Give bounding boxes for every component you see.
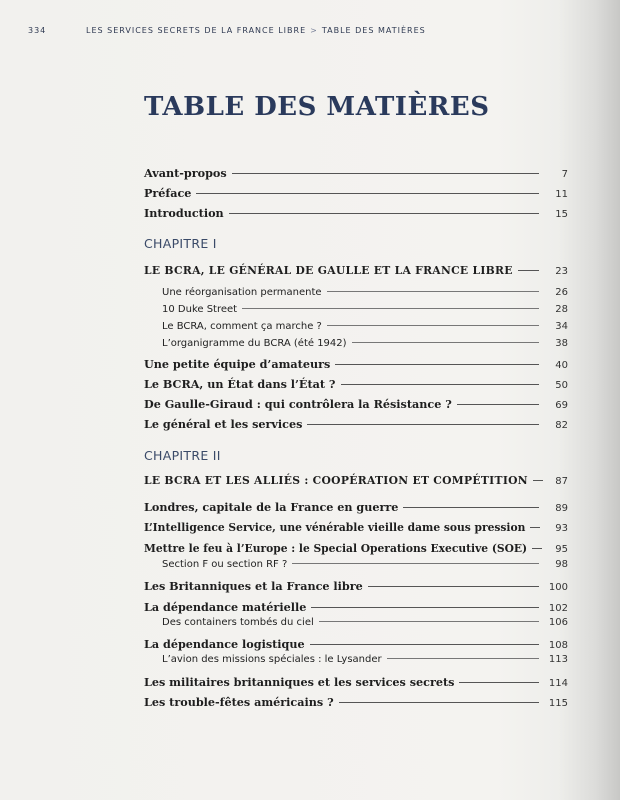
toc-entry-page: 98 (555, 559, 568, 570)
toc-entry-page: 23 (555, 266, 568, 277)
dot-leader (530, 527, 540, 528)
toc-entry-label: La dépendance matérielle (144, 600, 307, 614)
toc-entry-label: Préface (144, 186, 192, 200)
toc-entry (144, 542, 568, 560)
chapter-heading: CHAPITRE II (144, 448, 221, 463)
dot-leader (307, 424, 539, 425)
dot-leader (368, 586, 539, 587)
running-header-book-title: LES SERVICES SECRETS DE LA FRANCE LIBRE (86, 26, 307, 35)
running-header-section: TABLE DES MATIÈRES (321, 26, 426, 35)
toc-entry (144, 166, 568, 184)
toc-entry-page: 11 (555, 189, 568, 200)
toc-entry (144, 377, 568, 395)
toc-entry-page: 100 (548, 582, 568, 593)
dot-leader (229, 213, 539, 214)
toc-entry (144, 600, 568, 618)
toc-entry-label: Le BCRA, comment ça marche ? (162, 321, 322, 332)
toc-entry-label: Une réorganisation permanente (162, 287, 322, 298)
toc-entry-label: Les Britanniques et la France libre (144, 579, 363, 593)
toc-entry-page: 7 (561, 169, 568, 180)
toc-entry-label: Section F ou section RF ? (162, 559, 288, 570)
dot-leader (310, 644, 539, 645)
dot-leader (459, 682, 539, 683)
toc-entry-page: 87 (555, 476, 568, 487)
toc-entry-page: 40 (555, 360, 568, 371)
toc-entry (144, 186, 568, 204)
chapter-heading: CHAPITRE I (144, 236, 217, 251)
toc-entry-label: LE BCRA, LE GÉNÉRAL DE GAULLE ET LA FRANCE LIBRE (144, 264, 513, 277)
toc-entry-page: 106 (548, 617, 568, 628)
dot-leader (232, 173, 539, 174)
toc-entry (144, 695, 568, 713)
dot-leader (327, 325, 539, 326)
toc-subentry (144, 287, 568, 305)
toc-entry-page: 89 (555, 503, 568, 514)
toc-entry-label: L’Intelligence Service, une vénérable vieille dame sous pression (144, 521, 526, 534)
toc-entry-page: 34 (555, 321, 568, 332)
toc-entry (144, 397, 568, 415)
toc-subentry (144, 654, 568, 672)
toc-entry-label: Le BCRA, un État dans l’État ? (144, 377, 336, 391)
toc-entry-label: Les militaires britanniques et les services secrets (144, 675, 455, 689)
chapter-title-entry (144, 474, 568, 492)
dot-leader (532, 548, 542, 549)
toc-subentry (144, 338, 568, 356)
toc-entry (144, 206, 568, 224)
dot-leader (403, 507, 539, 508)
toc-entry-page: 102 (548, 603, 568, 614)
dot-leader (352, 342, 539, 343)
toc-entry-label: Avant-propos (144, 166, 227, 180)
toc-entry-label: L’avion des missions spéciales : le Lysander (162, 654, 382, 665)
toc-entry (144, 675, 568, 693)
toc-entry-label: L’organigramme du BCRA (été 1942) (162, 338, 347, 349)
toc-entry (144, 500, 568, 518)
running-header (28, 26, 610, 35)
dot-leader (242, 308, 539, 309)
dot-leader (457, 404, 539, 405)
dot-leader (518, 270, 539, 271)
toc-entry-label: De Gaulle-Giraud : qui contrôlera la Résistance ? (144, 397, 452, 411)
chapter-title-entry (144, 264, 568, 282)
toc-subentry (144, 304, 568, 322)
toc-entry-label: Le général et les services (144, 417, 303, 431)
dot-leader (341, 384, 540, 385)
toc-entry-page: 28 (555, 304, 568, 315)
toc-entry-page: 113 (548, 654, 568, 665)
toc-entry (144, 417, 568, 435)
toc-entry-page: 114 (548, 678, 568, 689)
toc-entry-page: 95 (555, 544, 568, 555)
toc-subentry (144, 559, 568, 577)
dot-leader (196, 193, 539, 194)
toc-entry-label: Les trouble-fêtes américains ? (144, 695, 334, 709)
toc-entry-label: 10 Duke Street (162, 304, 238, 315)
page-number: 334 (28, 26, 47, 35)
toc-entry-page: 50 (555, 380, 568, 391)
dot-leader (335, 364, 539, 365)
toc-entry-label: Des containers tombés du ciel (162, 617, 314, 628)
toc-entry-page: 82 (555, 420, 568, 431)
toc-entry-page: 38 (555, 338, 568, 349)
page-title: TABLE DES MATIÈRES (144, 92, 490, 122)
toc-subentry (144, 617, 568, 635)
toc-entry-page: 15 (555, 209, 568, 220)
toc-entry-label: Londres, capitale de la France en guerre (144, 500, 399, 514)
toc-entry (144, 357, 568, 375)
toc-entry (144, 579, 568, 597)
toc-entry-label: Mettre le feu à l’Europe : le Special Operations Executive (SOE) (144, 542, 528, 555)
toc-subentry (144, 321, 568, 339)
toc-entry-page: 26 (555, 287, 568, 298)
toc-entry-page: 115 (548, 698, 568, 709)
toc-entry-page: 108 (548, 640, 568, 651)
dot-leader (339, 702, 539, 703)
toc-entry-page: 69 (555, 400, 568, 411)
toc-entry (144, 637, 568, 655)
toc-entry-label: Une petite équipe d’amateurs (144, 357, 331, 371)
dot-leader (292, 563, 539, 564)
toc-entry-label: LE BCRA ET LES ALLIÉS : COOPÉRATION ET COMPÉTITION (144, 474, 528, 487)
toc-entry-page: 93 (555, 523, 568, 534)
dot-leader (327, 291, 539, 292)
dot-leader (311, 607, 539, 608)
dot-leader (319, 621, 539, 622)
dot-leader (533, 480, 543, 481)
dot-leader (387, 658, 539, 659)
toc-entry-label: Introduction (144, 206, 224, 220)
toc-entry (144, 521, 568, 539)
running-header-separator: > (310, 26, 318, 35)
toc-entry-label: La dépendance logistique (144, 637, 305, 651)
